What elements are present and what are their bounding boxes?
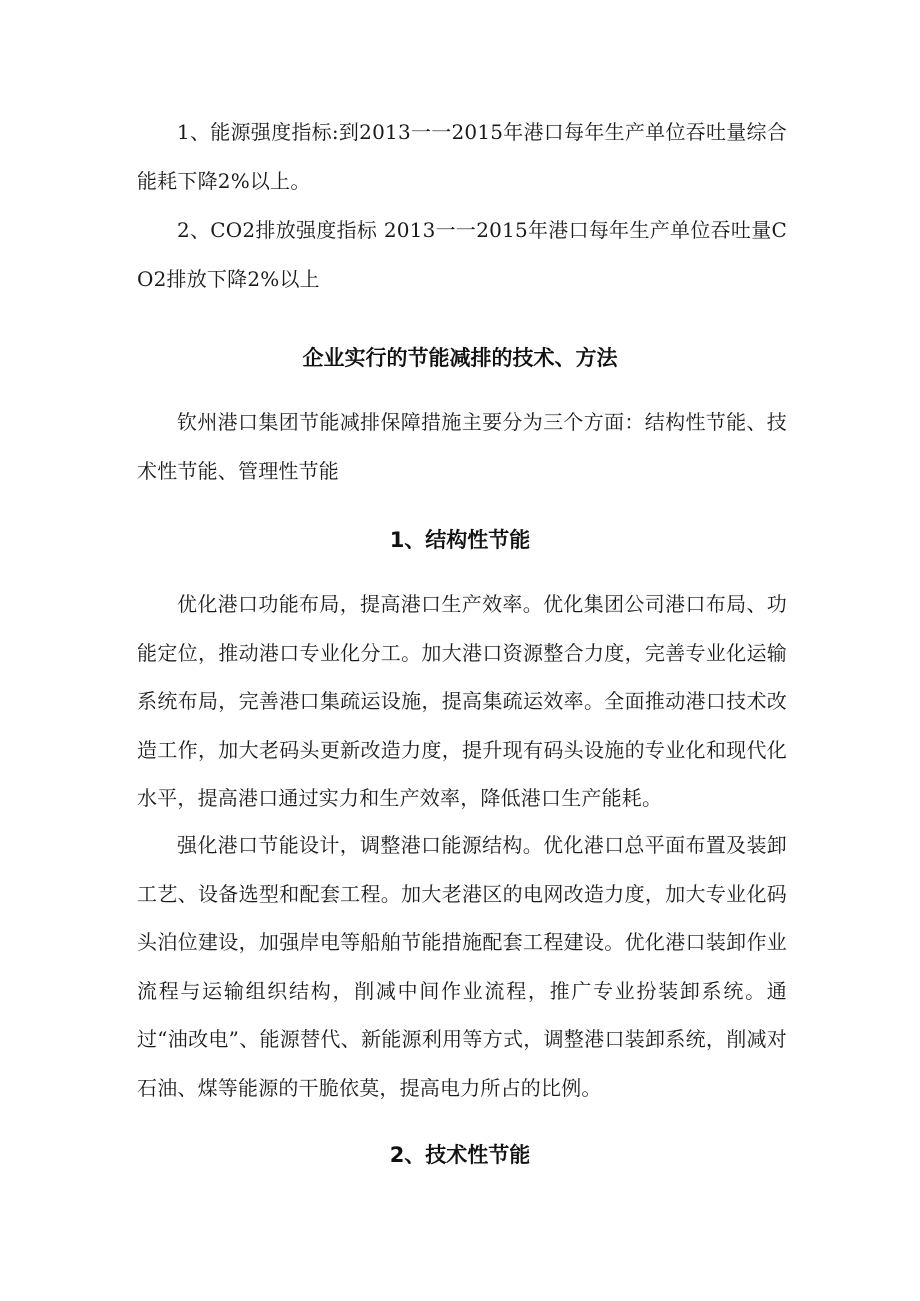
section-title: 企业实行的节能减排的技术、方法 xyxy=(302,346,618,370)
structural-paragraph-2: 强化港口节能设计，调整港口能源结构。优化港口总平面布置及装卸工艺、设备选型和配套工程。加大老港区的电网改造力度，加大专业化码头泊位建设，加强岸电等船舶节能措施配套工程建设。优化港口装卸作业流程与运输组织结构，削减中间作业流程，推广专业扮装卸系统。通过“油改电”、能源替代、新能源利用等方式，调整港口装卸系统，削减对石油、煤等能源的干脆依莫，提高电力所占的比例。 xyxy=(137,833,787,1100)
co2-intensity-target: 2、CO2排放强度指标 2013一一2015年港口每年生产单位吞吐量CO2排放下降2%以上 xyxy=(137,218,787,291)
structural-paragraph-1: 优化港口功能布局，提高港口生产效率。优化集团公司港口布局、功能定位，推动港口专业化分工。加大港口资源整合力度，完善专业化运输系统布局，完善港口集疏运设施，提高集疏运效率。全面推动港口技术改造工作，加大老码头更新改造力度，提升现有码头设施的专业化和现代化水平，提高港口通过实力和生产效率，降低港口生产能耗。 xyxy=(137,592,787,810)
section-intro: 钦州港口集团节能减排保障措施主要分为三个方面：结构性节能、技术性节能、管理性节能 xyxy=(137,410,787,483)
subsection-technical-title: 2、技术性节能 xyxy=(389,1143,531,1167)
subsection-structural-title: 1、结构性节能 xyxy=(389,528,531,552)
energy-intensity-target: 1、能源强度指标:到2013一一2015年港口每年生产单位吞吐量综合能耗下降2%以上。 xyxy=(137,120,787,193)
